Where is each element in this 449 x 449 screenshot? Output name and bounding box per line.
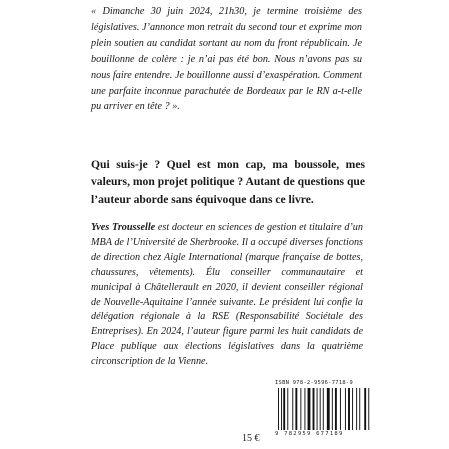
author-biography-text: est docteur en sciences de gestion et titulaire d’un MBA de l’Université de Sherbrooke. Il a occupé diverses fonctions de direction chez Aigle International (marque française de bottes, chaussures, vêtements). Élu conseiller communautaire et municipal à Châtellerault en 2020, il devient conseiller régional de Nouvelle-Aquitaine l’année suivante. Le président lui confie la délégation régionale à la RSE (Responsabilité Sociétale des Entreprises). En 2024, l’auteur figure parmi les huit candidats de Place publique aux élections législatives dans la quatrième circonscription de la Vienne. bbox=[91, 222, 363, 368]
barcode-bar bbox=[292, 388, 293, 430]
barcode-bar bbox=[359, 388, 360, 430]
barcode-bar bbox=[281, 388, 282, 430]
barcode-bar bbox=[327, 388, 330, 430]
barcode-bar bbox=[304, 388, 305, 430]
author-biography bbox=[91, 221, 363, 370]
barcode-bar bbox=[340, 388, 341, 430]
barcode-bar bbox=[320, 388, 321, 430]
isbn-barcode bbox=[275, 380, 371, 440]
barcode-bars bbox=[275, 388, 371, 430]
barcode-bar bbox=[317, 388, 318, 430]
price-label: 15 € bbox=[242, 433, 260, 444]
barcode-bar bbox=[295, 388, 297, 430]
barcode-bar bbox=[356, 388, 357, 430]
isbn-label: ISBN 978-2-9596-7718-9 bbox=[275, 380, 353, 386]
barcode-bar bbox=[278, 388, 279, 430]
book-summary: Qui suis-je ? Quel est mon cap, ma boussole, mes valeurs, mon projet politique ? Autant de questions que l’auteur aborde sans équivoque dans ce livre. bbox=[91, 158, 365, 206]
barcode-bar bbox=[368, 388, 369, 430]
barcode-bar bbox=[287, 388, 288, 430]
barcode-bar bbox=[332, 388, 333, 430]
barcode-bar bbox=[348, 388, 350, 430]
barcode-bar bbox=[300, 388, 301, 430]
barcode-bar bbox=[283, 388, 285, 430]
barcode-bar bbox=[313, 388, 315, 430]
author-name: Yves Trousselle bbox=[91, 222, 156, 233]
barcode-bar bbox=[323, 388, 324, 430]
opening-quote: « Dimanche 30 juin 2024, 21h30, je termine troisième des législatives. J’annonce mon retrait du second tour et exprime mon plein soutien au candidat sortant au nom du front républicain. Je bouillonne de colère : je n’ai pas été bon. Nous n’avons pas su nous faire entendre. Je bouillonne aussi d’exaspération. Comment une parfaite inconnue parachutée de Bordeaux par le RN a-t-elle pu arriver en tête ? ». bbox=[91, 6, 362, 113]
barcode-digits: 9 782959 677189 bbox=[275, 431, 344, 437]
barcode-bar bbox=[345, 388, 346, 430]
barcode-bar bbox=[335, 388, 337, 430]
barcode-bar bbox=[308, 388, 311, 430]
barcode-bar bbox=[352, 388, 353, 430]
barcode-bar bbox=[364, 388, 366, 430]
